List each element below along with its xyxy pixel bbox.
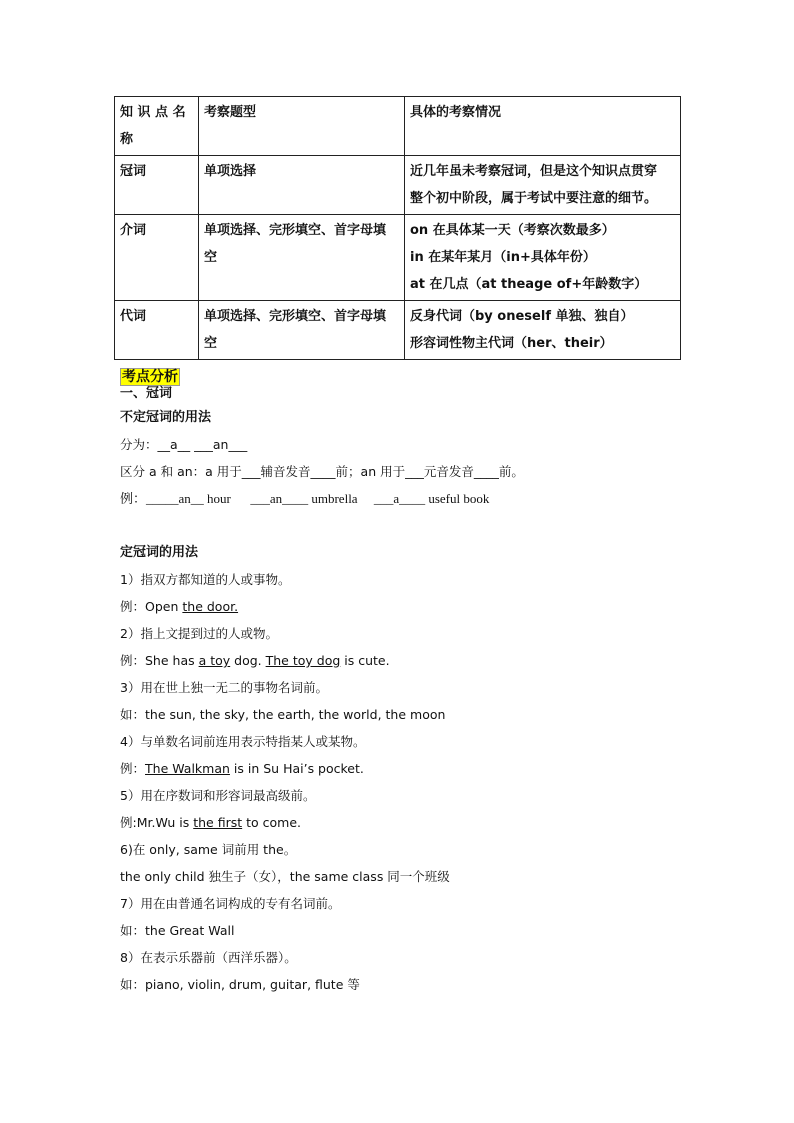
underlined-phrase: the first — [193, 815, 243, 830]
example-3: 如：the sun, the sky, the earth, the world, the moon — [120, 707, 446, 722]
rule-6: 6)在 only, same 词前用 the。 — [120, 842, 297, 857]
definite-article-title: 定冠词的用法 — [120, 545, 199, 560]
example-prefix: 例:Mr.Wu is — [120, 815, 194, 830]
row-detail-line: 近几年虽未考察冠词，但是这个知识点贯穿 — [410, 164, 658, 179]
example-5 — [120, 809, 720, 836]
underlined-phrase: the door. — [182, 599, 239, 614]
rule-5: 5）用在序数词和形容词最高级前。 — [120, 788, 316, 803]
spacer — [120, 512, 720, 539]
analysis-body — [120, 363, 720, 998]
row-detail-line: 整个初中阶段，属于考试中要注意的细节。 — [410, 191, 658, 206]
table-row — [115, 156, 681, 215]
rule-1: 1）指双方都知道的人或事物。 — [120, 572, 291, 587]
example-text: dog. — [230, 653, 266, 668]
example-1 — [120, 593, 720, 620]
row-type-line: 空 — [204, 250, 218, 265]
example-text: is cute. — [340, 653, 390, 668]
row-type-line: 单项选择、完形填空、首字母填 — [204, 309, 387, 324]
row-detail — [405, 301, 681, 360]
row-detail-line: 形容词性物主代词（her、their） — [410, 336, 613, 351]
indefinite-article-title: 不定冠词的用法 — [120, 410, 212, 425]
knowledge-point-table — [114, 96, 681, 360]
table-row — [115, 301, 681, 360]
indefinite-distinguish: 区分 a 和 an：a 用于___辅音发音____前；an 用于___元音发音____前。 — [120, 464, 524, 479]
example-2 — [120, 647, 720, 674]
example-text: to come. — [242, 815, 302, 830]
section-tag: 考点分析 — [122, 369, 178, 385]
row-type — [199, 156, 405, 215]
row-detail — [405, 215, 681, 301]
row-type-line: 单项选择、完形填空、首字母填 — [204, 223, 387, 238]
example-prefix: 例：Open — [120, 599, 183, 614]
example-text: is in Su Hai’s pocket. — [229, 761, 364, 776]
example-4 — [120, 755, 720, 782]
section-heading: 一、冠词 — [120, 386, 173, 401]
rule-4: 4）与单数名词前连用表示特指某人或某物。 — [120, 734, 366, 749]
row-type — [199, 215, 405, 301]
header-cell-type: 考察题型 — [199, 97, 405, 156]
underlined-phrase: The toy dog — [265, 653, 341, 668]
table-header-row — [115, 97, 681, 156]
header-cell-name: 知 识 点 名 称 — [115, 97, 199, 156]
header-cell-detail: 具体的考察情况 — [405, 97, 681, 156]
row-name: 冠词 — [115, 156, 199, 215]
underlined-phrase: The Walkman — [145, 761, 230, 776]
underlined-phrase: a toy — [198, 653, 231, 668]
indefinite-division: 分为：__a__ ___an___ — [120, 437, 248, 452]
rule-2: 2）指上文提到过的人或物。 — [120, 626, 278, 641]
rule-7: 7）用在由普通名词构成的专有名词前。 — [120, 896, 341, 911]
rule-8: 8）在表示乐器前（西洋乐器）。 — [120, 950, 297, 965]
example-8: 如：piano, violin, drum, guitar, flute 等 — [120, 977, 360, 992]
rule-3: 3）用在世上独一无二的事物名词前。 — [120, 680, 328, 695]
row-detail — [405, 156, 681, 215]
example-prefix: 例：She has — [120, 653, 199, 668]
row-name: 代词 — [115, 301, 199, 360]
row-type — [199, 301, 405, 360]
row-detail-line: on 在具体某一天（考察次数最多） — [410, 223, 615, 238]
row-detail-line: at 在几点（at theage of+年龄数字） — [410, 277, 648, 292]
row-type-line: 单项选择 — [204, 164, 257, 179]
indefinite-example — [120, 485, 720, 512]
row-detail-line: in 在某年某月（in+具体年份） — [410, 250, 596, 265]
example-7: 如：the Great Wall — [120, 923, 235, 938]
row-name: 介词 — [115, 215, 199, 301]
row-type-line: 空 — [204, 336, 218, 351]
example-6: the only child 独生子（女），the same class 同一个班级 — [120, 869, 450, 884]
table-row — [115, 215, 681, 301]
row-detail-line: 反身代词（by oneself 单独、独自） — [410, 309, 634, 324]
example-text: 例：_____an__ hour ___an____ umbrella ___a____ useful book — [120, 491, 490, 506]
example-prefix: 例： — [120, 761, 146, 776]
